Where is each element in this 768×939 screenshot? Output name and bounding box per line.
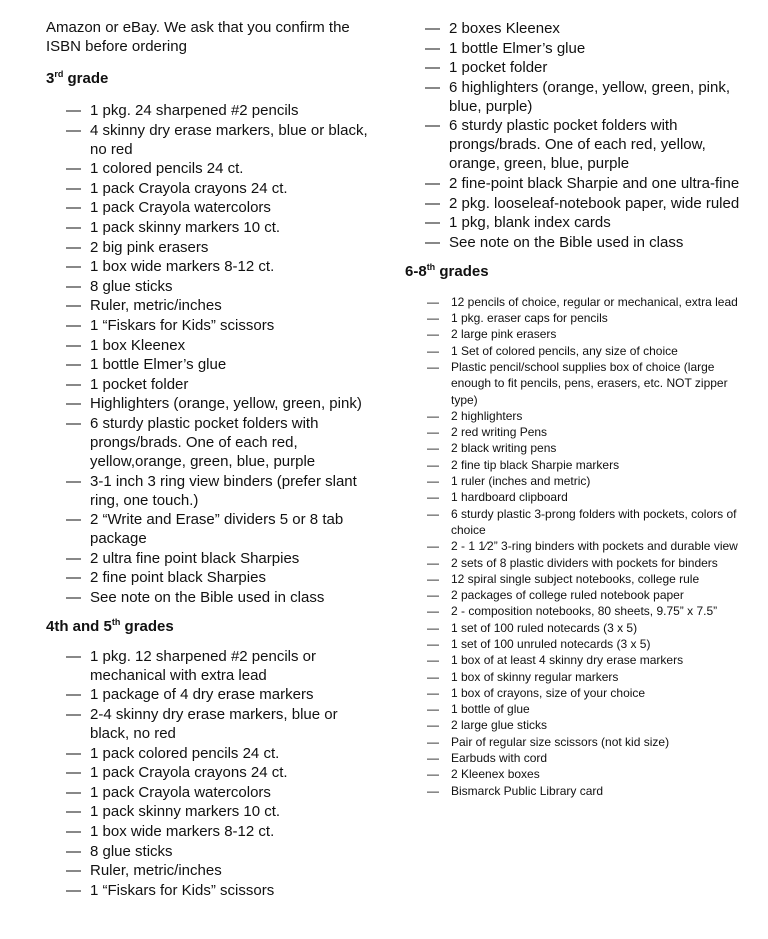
list-item	[405, 39, 750, 58]
dash-bullet: —	[425, 39, 440, 57]
dash-bullet: —	[427, 425, 439, 440]
dash-bullet: —	[425, 59, 440, 77]
item-text: 8 glue sticks	[90, 277, 173, 295]
list-item	[405, 58, 750, 77]
left-column	[46, 0, 376, 900]
list-item	[46, 121, 376, 159]
list-item	[46, 336, 376, 355]
dash-bullet: —	[66, 842, 81, 860]
dash-bullet: —	[427, 718, 439, 733]
list-item	[46, 802, 376, 821]
item-text: 1 set of 100 ruled notecards (3 x 5)	[451, 620, 638, 635]
item-text: 1 pkg. eraser caps for pencils	[451, 311, 608, 326]
dash-bullet: —	[427, 311, 439, 326]
heading-68-rest: grades	[435, 262, 489, 280]
list-item	[46, 744, 376, 763]
item-text: Highlighters (orange, yellow, green, pink)	[90, 395, 362, 413]
item-text: Ruler, metric/inches	[90, 297, 222, 315]
dash-bullet: —	[427, 783, 439, 798]
item-text: 3-1 inch 3 ring view binders (prefer slant ring, one touch.)	[90, 472, 357, 509]
dash-bullet: —	[425, 20, 440, 37]
list-item	[405, 669, 750, 685]
item-text: 1 colored pencils 24 ct.	[90, 160, 244, 178]
list-item	[46, 218, 376, 237]
list-3rd-grade	[46, 101, 376, 607]
item-text: 2 fine point black Sharpies	[90, 569, 266, 587]
dash-bullet: —	[66, 764, 81, 782]
list-6th-8th-grades	[405, 294, 750, 799]
list-item	[46, 568, 376, 587]
dash-bullet: —	[66, 472, 81, 490]
list-item	[46, 179, 376, 198]
list-item	[405, 734, 750, 750]
item-text: 2 big pink erasers	[90, 238, 209, 256]
item-text: 12 spiral single subject notebooks, college rule	[451, 571, 700, 586]
item-text: 1 box Kleenex	[90, 336, 186, 354]
item-text: 6 sturdy plastic pocket folders with prongs/brads. One of each red, yellow, orange, green, blue, purple	[449, 117, 706, 173]
item-text: 2-4 skinny dry erase markers, blue or black, no red	[90, 706, 338, 743]
item-text: 4 skinny dry erase markers, blue or black, no red	[90, 121, 368, 158]
right-column	[405, 0, 750, 799]
item-text: See note on the Bible used in class	[449, 233, 684, 251]
item-text: 2 “Write and Erase” dividers 5 or 8 tab package	[90, 511, 344, 548]
item-text: 1 box wide markers 8-12 ct.	[90, 258, 275, 276]
item-text: 1 pack Crayola crayons 24 ct.	[90, 764, 288, 782]
dash-bullet: —	[425, 117, 440, 135]
heading-45-rest: grades	[120, 617, 174, 635]
item-text: Pair of regular size scissors (not kid size)	[451, 734, 670, 749]
item-text: 2 highlighters	[451, 408, 523, 423]
dash-bullet: —	[425, 174, 440, 192]
item-text: See note on the Bible used in class	[90, 588, 325, 606]
dash-bullet: —	[427, 620, 439, 635]
list-item	[46, 763, 376, 782]
heading-68-sup: th	[426, 261, 436, 272]
list-item	[46, 588, 376, 607]
list-item	[46, 881, 376, 900]
dash-bullet: —	[66, 160, 81, 178]
dash-bullet: —	[66, 258, 81, 276]
heading-3rd-sup: rd	[54, 69, 64, 79]
item-text: 1 box of at least 4 skinny dry erase markers	[451, 653, 684, 668]
list-item	[46, 472, 376, 510]
dash-bullet: —	[66, 297, 81, 315]
heading-3rd-grade	[46, 69, 376, 88]
dash-bullet: —	[427, 539, 439, 554]
item-text: 1 pack Crayola watercolors	[90, 783, 271, 801]
dash-bullet: —	[66, 316, 81, 334]
item-text: 2 packages of college ruled notebook paper	[451, 588, 684, 603]
dash-bullet: —	[427, 359, 439, 374]
list-item	[46, 296, 376, 315]
item-text: 1 pack skinny markers 10 ct.	[90, 218, 281, 236]
dash-bullet: —	[66, 881, 81, 899]
list-item	[405, 233, 750, 252]
heading-68-pre: 6-8	[405, 262, 427, 280]
dash-bullet: —	[66, 588, 81, 606]
item-text: 2 - 1 1⁄2” 3-ring binders with pockets and durable view	[451, 539, 738, 554]
dash-bullet: —	[66, 823, 81, 841]
dash-bullet: —	[66, 647, 81, 665]
item-text: 8 glue sticks	[90, 842, 173, 860]
list-item	[405, 457, 750, 473]
list-item	[46, 316, 376, 335]
dash-bullet: —	[66, 414, 81, 432]
dash-bullet: —	[427, 408, 439, 423]
list-item	[46, 647, 376, 685]
list-item	[46, 783, 376, 802]
dash-bullet: —	[66, 549, 81, 567]
dash-bullet: —	[427, 441, 439, 456]
dash-bullet: —	[66, 121, 81, 139]
list-item	[46, 510, 376, 548]
list-item	[46, 375, 376, 394]
list-item	[405, 652, 750, 668]
item-text: 1 pkg. 24 sharpened #2 pencils	[90, 102, 299, 119]
heading-3rd-rest: grade	[63, 70, 109, 87]
item-text: 1 bottle Elmer’s glue	[90, 356, 227, 374]
item-text: 1 pack Crayola watercolors	[90, 199, 271, 217]
list-item	[405, 766, 750, 782]
intro-text: Amazon or eBay. We ask that you confirm the ISBN before ordering	[46, 19, 350, 55]
list-item	[405, 506, 750, 539]
dash-bullet: —	[427, 506, 439, 521]
dash-bullet: —	[66, 706, 81, 724]
list-item	[405, 213, 750, 232]
list-item	[46, 685, 376, 704]
list-item	[46, 549, 376, 568]
list-item	[46, 257, 376, 276]
item-text: 2 pkg. looseleaf-notebook paper, wide ruled	[449, 194, 740, 212]
dash-bullet: —	[427, 636, 439, 651]
dash-bullet: —	[425, 233, 440, 251]
item-text: 2 red writing Pens	[451, 425, 548, 440]
item-text: 1 pack skinny markers 10 ct.	[90, 803, 281, 821]
dash-bullet: —	[66, 862, 81, 880]
item-text: 6 sturdy plastic pocket folders with prongs/brads. One of each red, yellow,orange, green, blue, purple	[90, 414, 319, 470]
item-text: 2 fine tip black Sharpie markers	[451, 457, 620, 472]
dash-bullet: —	[66, 783, 81, 801]
item-text: 6 highlighters (orange, yellow, green, pink, blue, purple)	[449, 78, 731, 115]
list-item	[405, 310, 750, 326]
list-item	[405, 701, 750, 717]
dash-bullet: —	[66, 356, 81, 374]
dash-bullet: —	[66, 511, 81, 529]
dash-bullet: —	[425, 214, 440, 232]
dash-bullet: —	[425, 78, 440, 96]
list-item	[46, 705, 376, 743]
list-item	[46, 355, 376, 374]
dash-bullet: —	[427, 555, 439, 570]
list-item	[405, 587, 750, 603]
list-item	[405, 359, 750, 408]
heading-3rd-num: 3	[46, 70, 55, 87]
dash-bullet: —	[66, 336, 81, 354]
list-item	[405, 571, 750, 587]
list-item	[46, 394, 376, 413]
item-text: 12 pencils of choice, regular or mechanical, extra lead	[451, 294, 738, 309]
dash-bullet: —	[66, 238, 81, 256]
item-text: Plastic pencil/school supplies box of choice (large enough to fit pencils, pens, erasers, etc. NOT zipper type)	[451, 359, 728, 407]
list-item	[405, 19, 750, 38]
list-item	[405, 750, 750, 766]
list-item	[405, 636, 750, 652]
heading-4th-5th-grades	[46, 617, 376, 636]
item-text: 1 hardboard clipboard	[451, 490, 568, 505]
item-text: 2 sets of 8 plastic dividers with pockets for binders	[451, 555, 718, 570]
list-item	[46, 861, 376, 880]
dash-bullet: —	[66, 395, 81, 413]
dash-bullet: —	[427, 751, 439, 766]
item-text: 2 - composition notebooks, 80 sheets, 9.75” x 7.5”	[451, 604, 718, 619]
list-item	[46, 159, 376, 178]
dash-bullet: —	[66, 277, 81, 295]
dash-bullet: —	[66, 744, 81, 762]
dash-bullet: —	[427, 767, 439, 782]
list-item	[405, 717, 750, 733]
list-item	[405, 620, 750, 636]
item-text: 1 bottle Elmer’s glue	[449, 39, 586, 57]
item-text: 1 pack colored pencils 24 ct.	[90, 744, 280, 762]
dash-bullet: —	[427, 474, 439, 489]
item-text: 1 Set of colored pencils, any size of choice	[451, 343, 678, 358]
dash-bullet: —	[66, 218, 81, 236]
list-item	[405, 603, 750, 619]
item-text: Bismarck Public Library card	[451, 783, 604, 798]
list-item	[46, 414, 376, 471]
item-text: 2 large pink erasers	[451, 327, 557, 342]
item-text: 1 “Fiskars for Kids” scissors	[90, 881, 275, 899]
list-item	[46, 238, 376, 257]
dash-bullet: —	[427, 343, 439, 358]
item-text: 1 ruler (inches and metric)	[451, 474, 591, 489]
dash-bullet: —	[427, 685, 439, 700]
list-item	[405, 424, 750, 440]
dash-bullet: —	[66, 199, 81, 217]
item-text: 1 bottle of glue	[451, 702, 530, 717]
item-text: 6 sturdy plastic 3-prong folders with pockets, colors of choice	[451, 506, 737, 537]
item-text: 2 ultra fine point black Sharpies	[90, 549, 300, 567]
list-item	[405, 174, 750, 193]
list-item	[405, 408, 750, 424]
dash-bullet: —	[427, 294, 439, 309]
dash-bullet: —	[66, 569, 81, 587]
dash-bullet: —	[66, 686, 81, 704]
item-text: 1 box of skinny regular markers	[451, 669, 619, 684]
heading-6th-8th-grades	[405, 262, 750, 281]
dash-bullet: —	[427, 588, 439, 603]
item-text: Earbuds with cord	[451, 751, 548, 766]
item-text: 1 pocket folder	[90, 375, 189, 393]
dash-bullet: —	[425, 194, 440, 212]
list-item	[405, 194, 750, 213]
heading-45-pre: 4th and 5	[46, 617, 112, 635]
dash-bullet: —	[427, 702, 439, 717]
list-item	[405, 294, 750, 310]
list-item	[405, 440, 750, 456]
list-item	[46, 101, 376, 120]
dash-bullet: —	[427, 734, 439, 749]
list-item	[405, 685, 750, 701]
list-item	[46, 842, 376, 861]
list-item	[46, 198, 376, 217]
dash-bullet: —	[427, 457, 439, 472]
dash-bullet: —	[66, 803, 81, 821]
list-item	[405, 489, 750, 505]
item-text: 2 Kleenex boxes	[451, 767, 540, 782]
list-item	[405, 116, 750, 173]
item-text: 1 pkg, blank index cards	[449, 214, 611, 232]
dash-bullet: —	[66, 102, 81, 119]
list-item	[405, 78, 750, 116]
list-item	[405, 555, 750, 571]
dash-bullet: —	[427, 327, 439, 342]
list-item	[405, 343, 750, 359]
item-text: 1 pkg. 12 sharpened #2 pencils or mechanical with extra lead	[90, 647, 316, 684]
dash-bullet: —	[427, 571, 439, 586]
list-4th-5th-grades-continued	[405, 19, 750, 252]
dash-bullet: —	[427, 653, 439, 668]
list-item	[405, 326, 750, 342]
item-text: 2 fine-point black Sharpie and one ultra-fine	[449, 174, 740, 192]
item-text: 1 box of crayons, size of your choice	[451, 685, 646, 700]
list-item	[405, 473, 750, 489]
list-item	[405, 538, 750, 554]
item-text: 1 pack Crayola crayons 24 ct.	[90, 179, 288, 197]
item-text: 1 package of 4 dry erase markers	[90, 686, 314, 704]
list-item	[405, 783, 750, 799]
item-text: 1 pocket folder	[449, 59, 548, 77]
list-4th-5th-grades	[46, 647, 376, 900]
dash-bullet: —	[427, 490, 439, 505]
item-text: 2 black writing pens	[451, 441, 557, 456]
item-text: 2 large glue sticks	[451, 718, 548, 733]
heading-45-sup: th	[111, 616, 121, 627]
item-text: 1 box wide markers 8-12 ct.	[90, 823, 275, 841]
item-text: 1 set of 100 unruled notecards (3 x 5)	[451, 636, 651, 651]
item-text: 2 boxes Kleenex	[449, 20, 560, 37]
dash-bullet: —	[427, 669, 439, 684]
dash-bullet: —	[66, 179, 81, 197]
dash-bullet: —	[66, 375, 81, 393]
dash-bullet: —	[427, 604, 439, 619]
item-text: 1 “Fiskars for Kids” scissors	[90, 316, 275, 334]
list-item	[46, 277, 376, 296]
list-item	[46, 822, 376, 841]
item-text: Ruler, metric/inches	[90, 862, 222, 880]
